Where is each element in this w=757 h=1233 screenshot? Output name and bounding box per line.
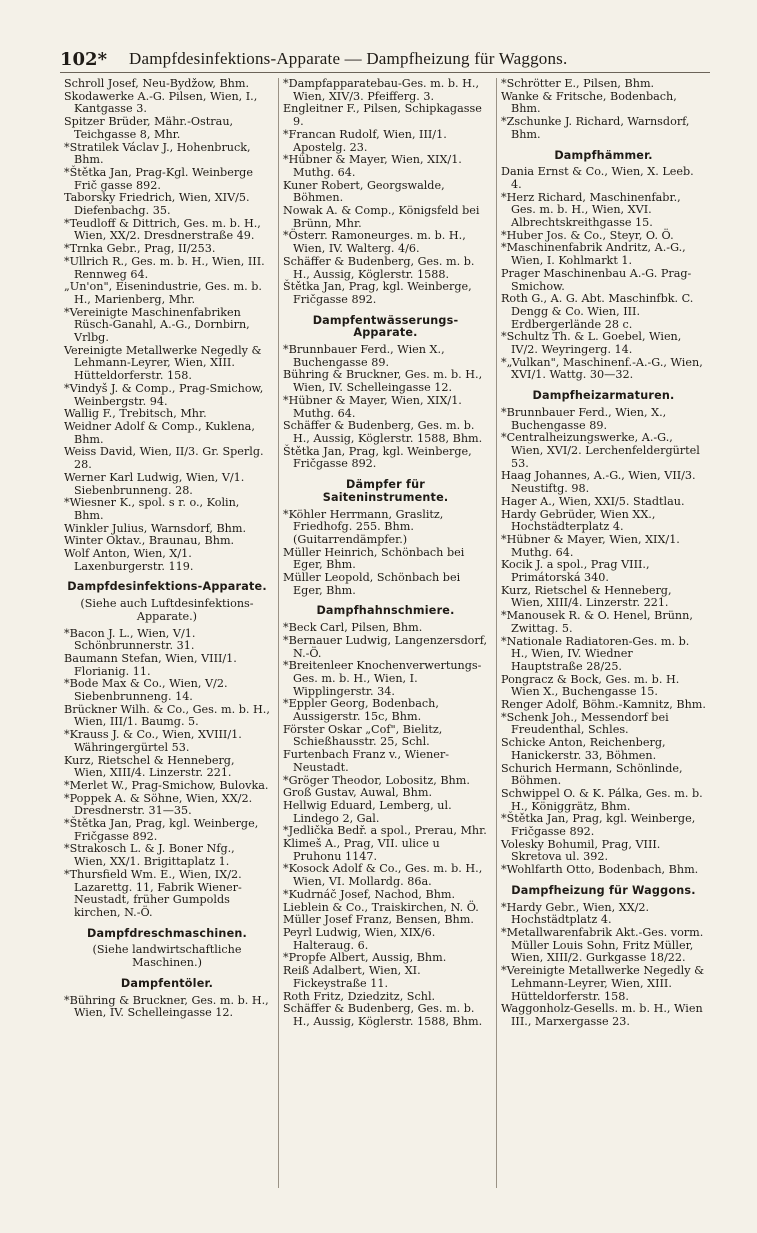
directory-entry: *Vereinigte Metallwerke Negedly & Lehmann-Leyrer, Wien, XIII. Hütteldorferstr. 158. [501,964,705,1003]
directory-entry: *Vindyš J. & Comp., Prag-Smichow, Weinbergstr. 94. [64,381,264,408]
directory-entry: Groß Gustav, Auwal, Bhm. [283,786,433,800]
directory-entry: *Strakosch L. & J. Boner Nfg., Wien, XX/1. Brigittaplatz 1. [64,842,235,869]
directory-entry: Schwippel O. & K. Pálka, Ges. m. b. H., Königgrätz, Bhm. [501,786,703,813]
directory-entry: Haag Johannes, A.-G., Wien, VII/3. Neustiftg. 98. [501,469,696,496]
directory-entry: *Poppek A. & Söhne, Wien, XX/2. Dresdnerstr. 31—35. [64,791,253,818]
directory-entry: *Kudrnáč Josef, Nachod, Bhm. [283,887,456,901]
directory-entry: Brückner Wilh. & Co., Ges. m. b. H., Wien, III/1. Baumg. 5. [64,702,270,729]
directory-entry: „Un'on", Eisenindustrie, Ges. m. b. H., Marienberg, Mhr. [64,280,262,306]
directory-entry: *Štětka Jan, Prag-Kgl. Weinberge Frič gasse 892. [64,165,253,192]
section-heading: Dampfheizarmaturen. [532,389,675,403]
section-heading: Dampfdreschmaschinen. [86,926,247,940]
directory-entry: *Nationale Radiatoren-Ges. m. b. H., Wien, IV. Wiedner Hauptstraße 28/25. [501,634,690,673]
directory-entry: Weiss David, Wien, II/3. Gr. Sperlg. 28. [64,445,264,472]
directory-entry: *Schultz Th. & L. Goebel, Wien, IV/2. Weyringerg. 14. [501,330,682,357]
directory-entry: Schäffer & Budenberg, Ges. m. b. H., Aussig, Köglerstr. 1588, Bhm. [283,419,483,445]
directory-entry: *Ullrich R., Ges. m. b. H., Wien, III. Rennweg 64. [64,254,265,281]
directory-entry: Weidner Adolf & Comp., Kuklena, Bhm. [64,419,255,446]
page-number: 102* [60,49,107,70]
directory-entry: *Štětka Jan, Prag, kgl. Weinberge, Fričgasse 892. [501,812,696,839]
directory-entry: Müller Heinrich, Schönbach bei Eger, Bhm. [283,545,465,572]
directory-entry: *Bode Max & Co., Wien, V/2. Siebenbrunneng. 14. [64,677,228,704]
directory-entry: *Bühring & Bruckner, Ges. m. b. H., Wien, IV. Schelleingasse 12. [64,993,269,1020]
page-title: Dampfdesinfektions-Apparate — Dampfheizung für Waggons. [129,49,568,68]
directory-entry: *Schenk Joh., Messendorf bei Freudenthal, Schles. [501,710,669,737]
directory-entry: *Kosock Adolf & Co., Ges. m. b. H., Wien, VI. Mollardg. 86a. [283,862,483,889]
directory-entry: *Merlet W., Prag-Smichow, Bulovka. [64,778,269,792]
directory-entry: Furtenbach Franz v., Wiener-Neustadt. [283,748,450,774]
directory-entry: Kurz, Rietschel & Henneberg, Wien, XIII/4. Linzerstr. 221. [501,583,672,610]
see-also-note: (Siehe landwirtschaftliche Maschinen.) [92,943,242,970]
directory-entry: Werner Karl Ludwig, Wien, V/1. Siebenbrunneng. 28. [64,470,245,497]
directory-entry: *Hübner & Mayer, Wien, XIX/1. Muthg. 64. [283,153,462,179]
directory-entry: Winter Oktav., Braunau, Bhm. [64,534,235,548]
directory-entry: Skodawerke A.-G. Pilsen, Wien, I., Kantgasse 3. [64,89,258,116]
section-heading: Dampfentöler. [120,976,214,990]
directory-entry: Nowak A. & Comp., Königsfeld bei Brünn, Mhr. [283,204,480,230]
see-also-note: (Siehe auch Luftdesinfektions-Apparate.) [80,597,254,623]
directory-entry: Roth Fritz, Dziedzitz, Schl. [283,989,436,1003]
directory-entry: Wolf Anton, Wien, X/1. Laxenburgerstr. 119. [64,547,194,573]
directory-entry: Štětka Jan, Prag, kgl. Weinberge, Fričgasse 892. [283,444,472,471]
column-left [60,78,274,1188]
directory-entry: *Vereinigte Maschinenfabriken Rüsch-Ganahl, A.-G., Dornbirn, Vrlbg. [64,305,250,345]
directory-entry: Engleitner F., Pilsen, Schipkagasse 9. [283,102,482,129]
directory-entry: *Wohlfarth Otto, Bodenbach, Bhm. [501,863,699,877]
directory-entry: Lieblein & Co., Traiskirchen, N. Ö. [283,900,479,914]
section-heading: Dämpfer für Saiteninstrumente. [322,478,449,504]
directory-entry: *Francan Rudolf, Wien, III/1. Apostelg. 23. [283,127,447,154]
directory-entry: *Österr. Ramoneurges. m. b. H., Wien, IV. Walterg. 4/6. [283,229,466,256]
directory-entry: *Wiesner K., spol. s r. o., Kolin, Bhm. [64,496,240,522]
directory-entry: Roth G., A. G. Abt. Maschinfbk. C. Dengg & Co. Wien, III. Erdbergerlände 28 c. [501,292,694,331]
column-middle [278,78,492,1188]
directory-entry: Hager A., Wien, XXI/5. Stadtlau. [501,494,685,508]
directory-entry: Spitzer Brüder, Mähr.-Ostrau, Teichgasse 8, Mhr. [64,115,234,141]
section-heading: Dampfhahnschmiere. [316,604,455,618]
directory-entry: Volesky Bohumil, Prag, VIII. Skretova ul. 392. [501,837,661,864]
directory-entry: Štětka Jan, Prag, kgl. Weinberge, Fričgasse 892. [283,280,472,306]
directory-entry: *Maschinenfabrik Andritz, A.-G., Wien, I. Kohlmarkt 1. [501,241,686,268]
directory-entry: *Hardy Gebr., Wien, XX/2. Hochstädtplatz 4. [501,900,650,927]
directory-entry: *Köhler Herrmann, Graslitz, Friedhofg. 255. Bhm. (Guitarrendämpfer.) [283,507,444,546]
directory-entry: Schäffer & Budenberg, Ges. m. b. H., Aussig, Köglerstr. 1588, Bhm. [283,1002,483,1028]
directory-entry: *Jedlička Bedř. a spol., Prerau, Mhr. [283,824,487,838]
directory-entry: Klimeš A., Prag, VII. ulice u Pruhonu 1147. [283,837,440,863]
directory-entry: Baumann Stefan, Wien, VIII/1. Florianig. 11. [64,651,237,678]
directory-entry: Waggonholz-Gesells. m. b. H., Wien III., Marxergasse 23. [501,1002,703,1028]
directory-entry: Peyrl Ludwig, Wien, XIX/6. Halteraug. 6. [283,926,436,952]
directory-entry: Kocik J. a spol., Prag VIII., Primátorská 340. [501,558,650,585]
directory-entry: Vereinigte Metallwerke Negedly & Lehmann-Leyrer, Wien, XIII. Hütteldorferstr. 158. [64,343,262,383]
directory-entry: *Gröger Theodor, Lobositz, Bhm. [283,773,470,787]
section-heading: Dampfentwässerungs-Apparate. [312,313,459,340]
directory-entry: *Metallwarenfabrik Akt.-Ges. vorm. Müller Louis Sohn, Fritz Müller, Wien, XIII/2. Gurkgasse 18/22. [501,926,704,965]
section-heading: Dampfhämmer. [554,148,653,162]
directory-entry: Dania Ernst & Co., Wien, X. Leeb. 4. [501,165,694,191]
directory-entry: *Krauss J. & Co., Wien, XVIII/1. Währingergürtel 53. [64,728,242,754]
directory-entry: Schroll Josef, Neu-Bydžow, Bhm. [64,78,250,90]
directory-entry: Taborsky Friedrich, Wien, XIV/5. Diefenbachg. 35. [64,191,250,218]
directory-entry: *Hübner & Mayer, Wien, XIX/1. Muthg. 64. [501,532,680,559]
directory-entry: *Centralheizungswerke, A.-G., Wien, XVI/2. Lerchenfeldergürtel 53. [501,431,700,470]
directory-entry: Kurz, Rietschel & Henneberg, Wien, XIII/4. Linzerstr. 221. [64,753,235,780]
directory-entry: *Hübner & Mayer, Wien, XIX/1. Muthg. 64. [283,393,462,420]
directory-entry: *Brunnbauer Ferd., Wien, X., Buchengasse 89. [501,405,667,432]
directory-entry: *Thursfield Wm. E., Wien, IX/2. Lazarettg. 11, Fabrik Wiener-Neustadt, früher Gumpolds kirchen, N.-Ö. [64,867,242,919]
directory-entry: Müller Leopold, Schönbach bei Eger, Bhm. [283,571,461,597]
directory-entry: Schicke Anton, Reichenberg, Hanickerstr. 33, Böhmen. [501,736,666,762]
directory-entry: Wallig F., Trebitsch, Mhr. [64,407,207,421]
directory-entry: *Breitenleer Knochenverwertungs-Ges. m. b. H., Wien, I. Wipplingerstr. 34. [283,659,482,698]
column-right [496,78,710,1188]
directory-entry: *Herz Richard, Maschinenfabr., Ges. m. b. H., Wien, XVI. Albrechtskreithgasse 15. [501,190,681,230]
directory-entry: *Manousek R. & O. Henel, Brünn, Zwittag. 5. [501,609,693,635]
directory-entry: Prager Maschinenbau A.-G. Prag-Smichow. [501,266,692,293]
directory-entry: *Brunnbauer Ferd., Wien X., Buchengasse 89. [283,343,445,369]
directory-entry: Kuner Robert, Georgswalde, Böhmen. [283,178,445,205]
page-header [60,42,710,73]
directory-entry: Renger Adolf, Böhm.-Kamnitz, Bhm. [501,698,706,712]
section-heading: Dampfheizung für Waggons. [511,883,696,897]
directory-entry: Schäffer & Budenberg, Ges. m. b. H., Aussig, Köglerstr. 1588. [283,254,475,281]
directory-entry: Hellwig Eduard, Lemberg, ul. Lindego 2, Gal. [283,798,452,825]
directory-entry: *Zschunke J. Richard, Warnsdorf, Bhm. [501,115,690,141]
directory-entry: Wanke & Fritsche, Bodenbach, Bhm. [501,89,677,116]
directory-entry: Müller Josef Franz, Bensen, Bhm. [283,913,474,927]
directory-entry: Pongracz & Bock, Ges. m. b. H. Wien X., Buchengasse 15. [501,672,680,699]
section-heading: Dampfdesinfektions-Apparate. [67,580,267,594]
directory-entry: *Schrötter E., Pilsen, Bhm. [501,78,655,90]
directory-entry: *Dampfapparatebau-Ges. m. b. H., Wien, XIV/3. Pfeifferg. 3. [283,78,480,103]
directory-entry: Schurich Hermann, Schönlinde, Böhmen. [501,761,683,788]
directory-entry: *Propfe Albert, Aussig, Bhm. [283,951,447,965]
directory-entry: *Bernauer Ludwig, Langenzersdorf, N.-Ö. [283,633,488,660]
directory-entry: *„Vulkan", Maschinenf.-A.-G., Wien, XVI/1. Wattg. 30—32. [501,355,703,382]
directory-entry: *Teudloff & Dittrich, Ges. m. b. H., Wien, XX/2. Dresdnerstraße 49. [64,216,261,243]
directory-entry: Winkler Julius, Warnsdorf, Bhm. [64,521,247,535]
directory-entry: Förster Oskar „Cof", Bielitz, Schießhausstr. 25, Schl. [283,722,443,749]
directory-columns [60,78,710,1188]
directory-entry: Bühring & Bruckner, Ges. m. b. H., Wien, IV. Schelleingasse 12. [283,368,483,395]
directory-entry: *Beck Carl, Pilsen, Bhm. [283,621,423,635]
directory-entry: *Eppler Georg, Bodenbach, Aussigerstr. 15c, Bhm. [283,697,439,724]
directory-entry: Reiß Adalbert, Wien, XI. Fickeystraße 11. [283,964,421,990]
directory-entry: *Huber Jos. & Co., Steyr, O. Ö. [501,228,674,242]
directory-entry: Hardy Gebrüder, Wien XX., Hochstädterplatz 4. [501,507,656,534]
directory-entry: *Trnka Gebr., Prag, II/253. [64,242,216,256]
directory-entry: *Štětka Jan, Prag, kgl. Weinberge, Fričgasse 892. [64,817,259,843]
directory-entry: *Stratilek Václav J., Hohenbruck, Bhm. [64,140,251,167]
directory-entry: *Bacon J. L., Wien, V/1. Schönbrunnerstr. 31. [64,626,196,653]
